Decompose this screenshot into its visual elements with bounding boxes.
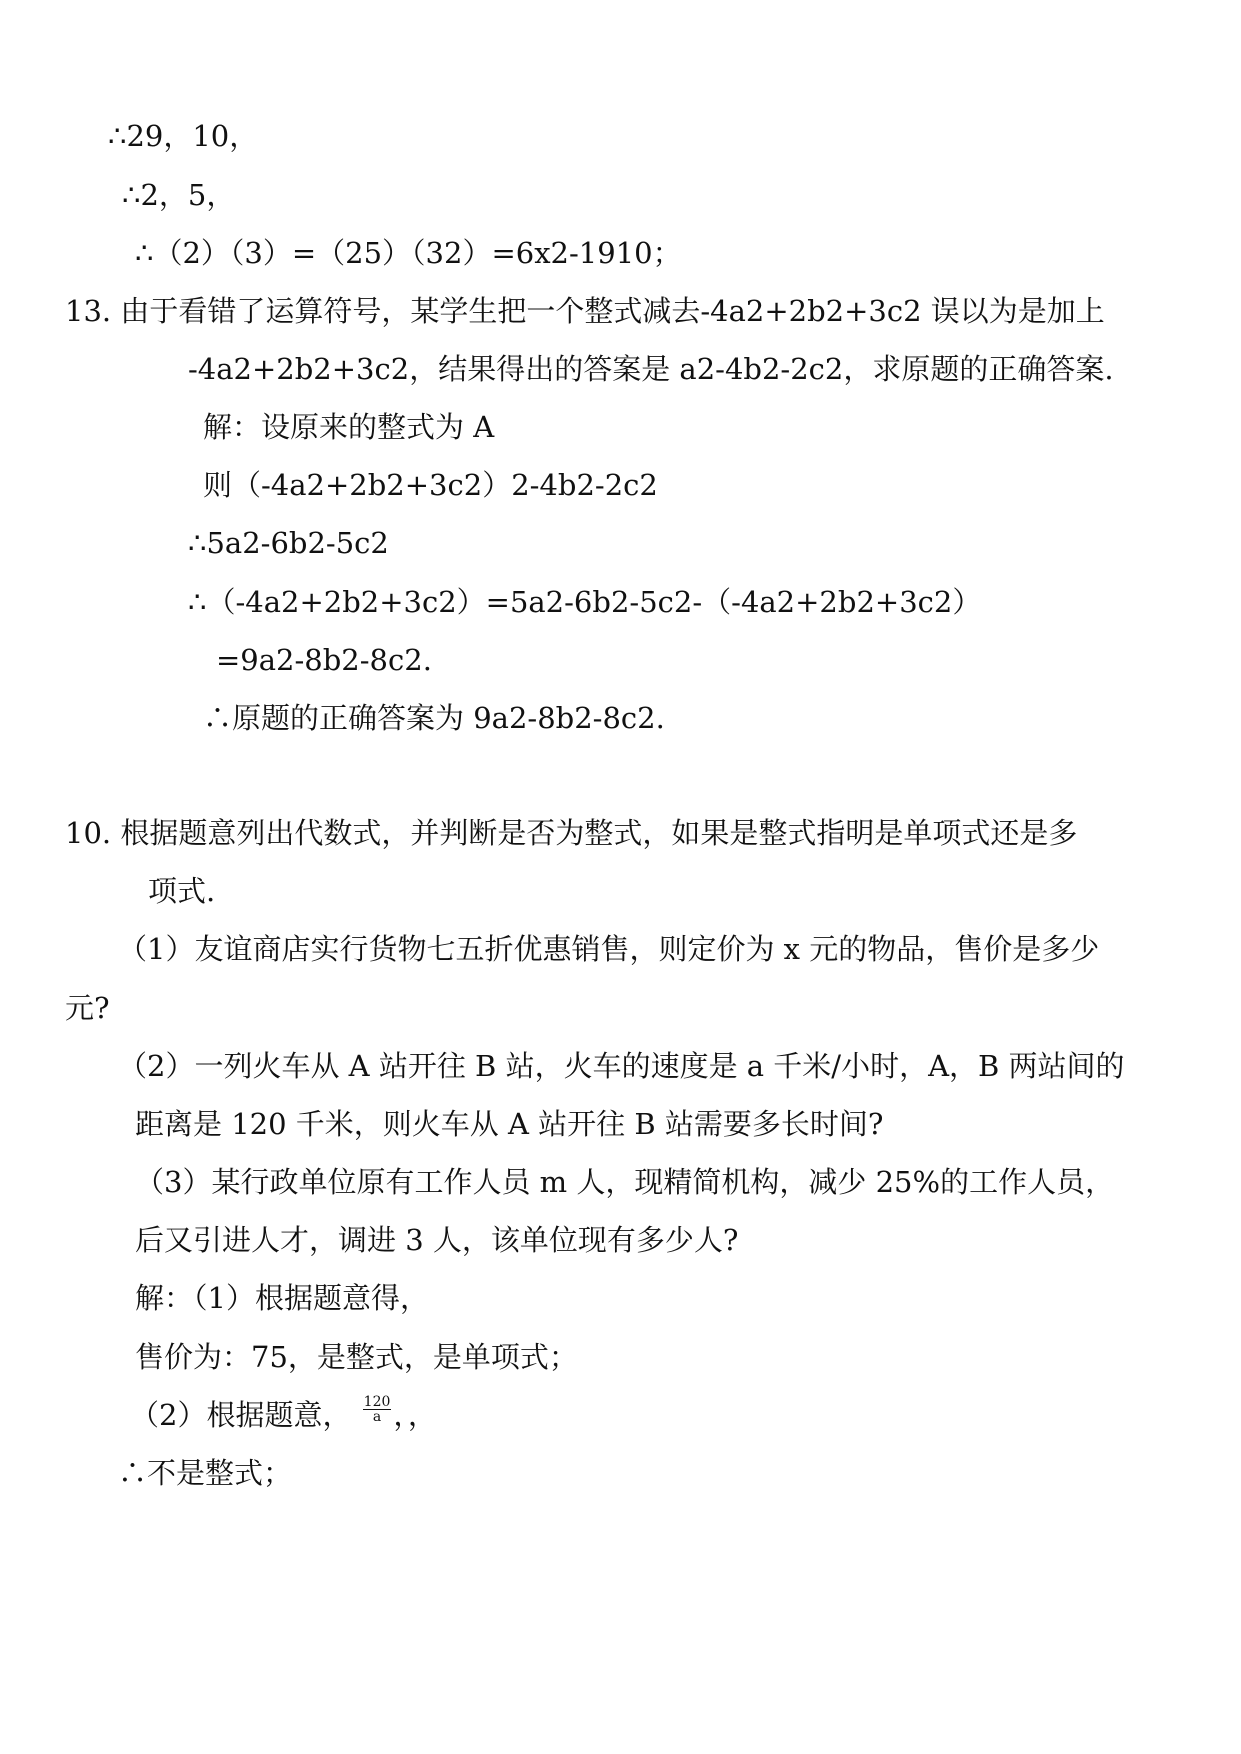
text-line: ∴5a2-6b2-5c2 — [188, 526, 389, 560]
text-line: 元? — [65, 991, 110, 1025]
text-line: （2）一列火车从 A 站开往 B 站，火车的速度是 a 千米/小时，A，B 两站间的 — [118, 1049, 1125, 1083]
text-line: 解：（1）根据题意得， — [135, 1281, 429, 1315]
question-10-line: 10. 根据题意列出代数式，并判断是否为整式，如果是整式指明是单项式还是多 — [65, 816, 1078, 850]
text-line-with-fraction — [130, 1393, 437, 1433]
text-line: ∴29，10， — [108, 119, 259, 153]
text-line: （1）友谊商店实行货物七五折优惠销售，则定价为 x 元的物品，售价是多少 — [118, 932, 1100, 966]
fraction — [363, 1395, 392, 1424]
text-line: ∴2，5， — [122, 178, 236, 212]
text-line: ∴（-4a2+2b2+3c2）=5a2-6b2-5c2-（-4a2+2b2+3c2） — [188, 585, 982, 619]
text-line: ∴（2）（3）=（25）（32）=6x2-1910； — [135, 236, 682, 270]
fraction-denominator: a — [372, 1408, 382, 1425]
text-line: ∴不是整式； — [118, 1456, 293, 1490]
fraction-numerator: 120 — [363, 1393, 391, 1410]
text-line: 售价为：75，是整式，是单项式； — [135, 1340, 578, 1374]
text-line: （3）某行政单位原有工作人员 m 人，现精简机构，减少 25%的工作人员， — [135, 1165, 1115, 1199]
text-line: 则（-4a2+2b2+3c2）2-4b2-2c2 — [203, 468, 658, 502]
text-line: ∴原题的正确答案为 9a2-8b2-8c2. — [203, 701, 665, 735]
text-segment: （2）根据题意， — [130, 1398, 352, 1432]
text-segment: ，， — [393, 1398, 437, 1432]
text-line: =9a2-8b2-8c2. — [216, 643, 432, 677]
text-line: 距离是 120 千米，则火车从 A 站开往 B 站需要多长时间? — [135, 1107, 884, 1141]
question-13-line: 13. 由于看错了运算符号，某学生把一个整式减去-4a2+2b2+3c2 误以为是加上 — [65, 294, 1105, 328]
text-line: 解：设原来的整式为 A — [203, 410, 495, 444]
text-line: -4a2+2b2+3c2，结果得出的答案是 a2-4b2-2c2，求原题的正确答案. — [188, 352, 1114, 386]
text-line: 后又引进人才，调进 3 人，该单位现有多少人? — [135, 1223, 739, 1257]
text-line: 项式. — [148, 874, 216, 908]
